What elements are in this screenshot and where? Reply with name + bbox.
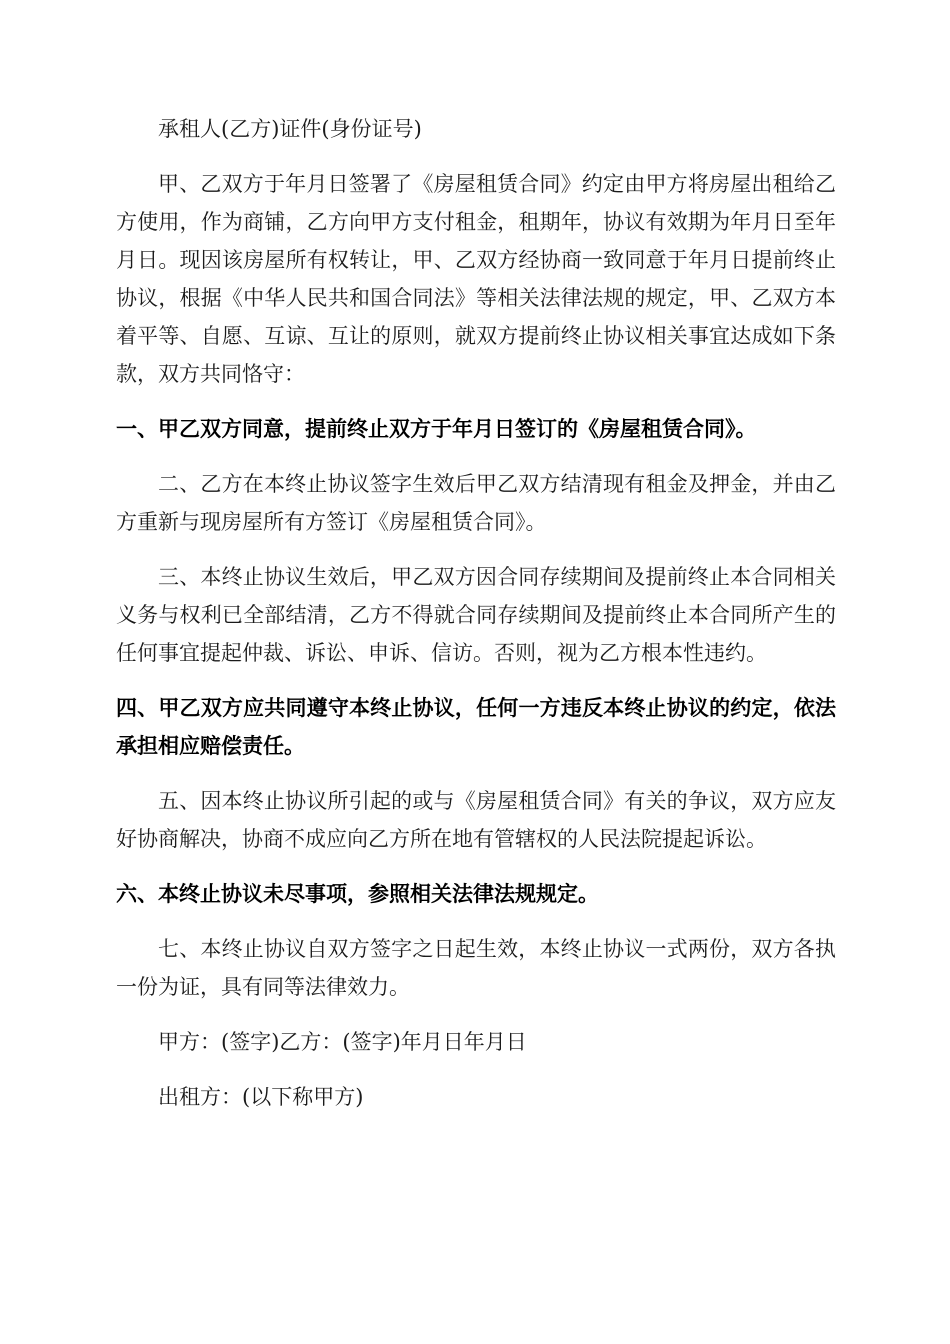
clause-4: 四、甲乙双方应共同遵守本终止协议，任何一方违反本终止协议的约定，依法承担相应赔偿责任。 [116, 696, 836, 758]
clause-5: 五、因本终止协议所引起的或与《房屋租赁合同》有关的争议，双方应友好协商解决，协商不成应向乙方所在地有管辖权的人民法院提起诉讼。 [116, 789, 836, 851]
paragraph-lessee-id: 承租人(乙方)证件(身份证号) [158, 117, 422, 141]
clause-1: 一、甲乙双方同意，提前终止双方于年月日签订的《房屋租赁合同》。 [116, 417, 757, 441]
lessor-line: 出租方：(以下称甲方) [158, 1085, 364, 1109]
signature-line: 甲方：(签字)乙方：(签字)年月日年月日 [158, 1030, 527, 1054]
paragraph-preamble: 甲、乙双方于年月日签署了《房屋租赁合同》约定由甲方将房屋出租给乙方使用，作为商铺，乙方向甲方支付租金，租期年，协议有效期为年月日至年月日。现因该房屋所有权转让，甲、乙双方经协商一致同意于年月日提前终止协议，根据《中华人民共和国合同法》等相关法律法规的规定，甲、乙双方本着平等、自愿、互谅、互让的原则，就双方提前终止协议相关事宜达成如下条款，双方共同恪守： [116, 172, 836, 386]
clause-3: 三、本终止协议生效后，甲乙双方因合同存续期间及提前终止本合同相关义务与权利已全部结清，乙方不得就合同存续期间及提前终止本合同所产生的任何事宜提起仲裁、诉讼、申诉、信访。否则，视为乙方根本性违约。 [116, 565, 836, 665]
clause-2: 二、乙方在本终止协议签字生效后甲乙双方结清现有租金及押金，并由乙方重新与现房屋所有方签订《房屋租赁合同》。 [116, 472, 836, 534]
clause-6: 六、本终止协议未尽事项，参照相关法律法规规定。 [116, 882, 599, 906]
document-body [116, 110, 836, 1133]
clause-7: 七、本终止协议自双方签字之日起生效，本终止协议一式两份，双方各执一份为证，具有同等法律效力。 [116, 937, 836, 999]
